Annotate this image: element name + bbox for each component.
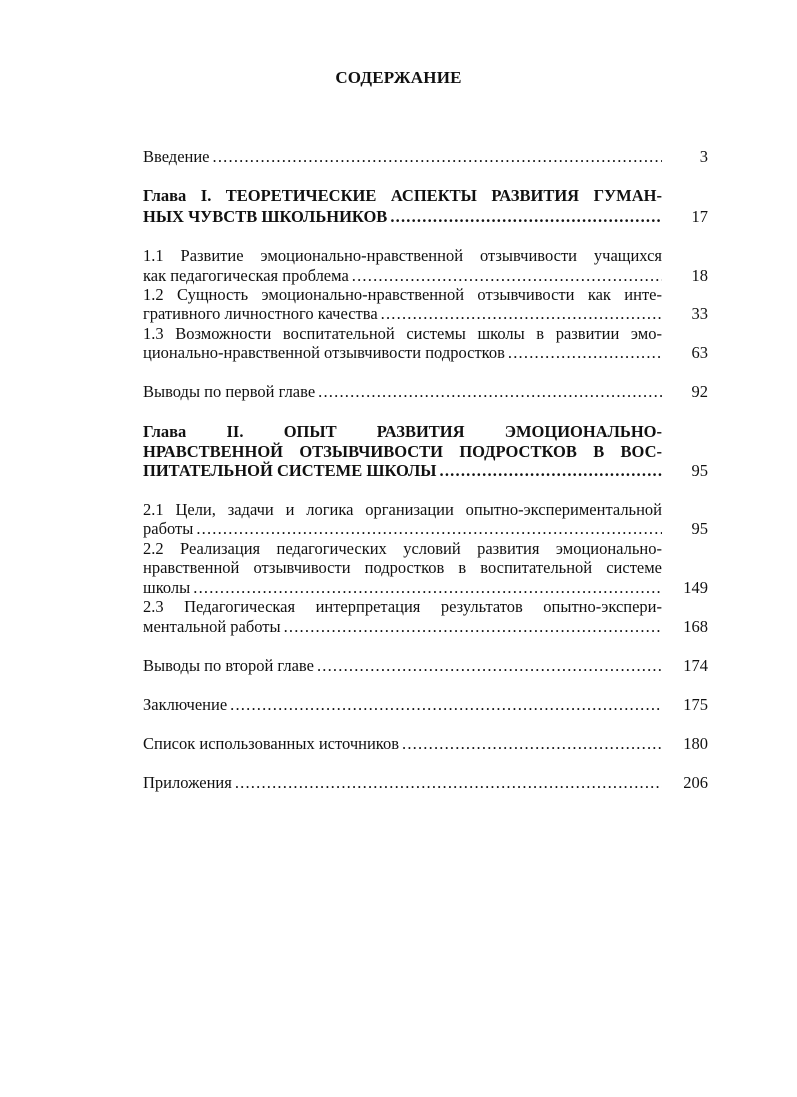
page-number: 149 bbox=[683, 578, 708, 597]
toc-entry-text: Введение bbox=[143, 147, 210, 166]
leader-dots bbox=[213, 147, 662, 167]
toc-entry-text: ционально-нравственной отзывчивости подростков bbox=[143, 343, 505, 362]
page-number: 17 bbox=[691, 207, 708, 226]
toc-chapter-1-line1[interactable]: Глава I. ТЕОРЕТИЧЕСКИЕ АСПЕКТЫ РАЗВИТИЯ ГУМАН- bbox=[143, 186, 662, 205]
toc-entry-text: НЫХ ЧУВСТВ ШКОЛЬНИКОВ bbox=[143, 207, 388, 226]
toc-entry-text: ментальной работы bbox=[143, 617, 281, 636]
toc-entry-text: Заключение bbox=[143, 695, 228, 714]
toc-entry-text: как педагогическая проблема bbox=[143, 266, 349, 285]
leader-dots bbox=[235, 773, 662, 793]
leader-dots bbox=[317, 656, 662, 676]
toc-section-2-2-line3[interactable] bbox=[143, 578, 662, 598]
toc-entry-text: Выводы по первой главе bbox=[143, 382, 316, 401]
leader-dots bbox=[440, 461, 662, 481]
toc-chapter-1-line2[interactable] bbox=[143, 207, 662, 227]
page-number: 95 bbox=[691, 461, 708, 480]
toc-section-1-1-line2[interactable] bbox=[143, 266, 662, 286]
toc-section-1-1-line1[interactable]: 1.1 Развитие эмоционально-нравственной отзывчивости учащихся bbox=[143, 246, 662, 265]
toc-section-2-2-line2[interactable]: нравственной отзывчивости подростков в воспитательной системе bbox=[143, 558, 662, 577]
leader-dots bbox=[284, 617, 662, 637]
leader-dots bbox=[352, 266, 662, 286]
toc-entry-text: гративного личностного качества bbox=[143, 304, 378, 323]
page-number: 3 bbox=[699, 147, 708, 166]
toc-entry-text: школы bbox=[143, 578, 191, 597]
leader-dots bbox=[196, 519, 662, 539]
leader-dots bbox=[193, 578, 662, 598]
toc-chapter-2-line3[interactable] bbox=[143, 461, 662, 481]
toc-entry-intro[interactable] bbox=[143, 147, 662, 167]
page-number: 174 bbox=[683, 656, 708, 675]
page-number: 168 bbox=[683, 617, 708, 636]
page-number: 175 bbox=[683, 695, 708, 714]
toc-entry-text: Приложения bbox=[143, 773, 232, 792]
toc-section-1-3-line1[interactable]: 1.3 Возможности воспитательной системы школы в развитии эмо- bbox=[143, 324, 662, 343]
toc-entry-text: ПИТАТЕЛЬНОЙ СИСТЕМЕ ШКОЛЫ bbox=[143, 461, 437, 480]
toc-entry-conclusions-2[interactable] bbox=[143, 656, 662, 676]
toc-section-1-3-line2[interactable] bbox=[143, 343, 662, 363]
toc-section-2-3-line1[interactable]: 2.3 Педагогическая интерпретация результатов опытно-экспери- bbox=[143, 597, 662, 616]
leader-dots bbox=[230, 695, 662, 715]
toc-entry-text: работы bbox=[143, 519, 194, 538]
toc-entry-text: Выводы по второй главе bbox=[143, 656, 314, 675]
leader-dots bbox=[318, 382, 662, 402]
page-number: 33 bbox=[691, 304, 708, 323]
toc-section-1-2-line1[interactable]: 1.2 Сущность эмоционально-нравственной отзывчивости как инте- bbox=[143, 285, 662, 304]
toc-section-2-2-line1[interactable]: 2.2 Реализация педагогических условий развития эмоционально- bbox=[143, 539, 662, 558]
toc-chapter-2-line1[interactable]: Глава II. ОПЫТ РАЗВИТИЯ ЭМОЦИОНАЛЬНО- bbox=[143, 422, 662, 441]
leader-dots bbox=[402, 734, 662, 754]
leader-dots bbox=[508, 343, 662, 363]
toc-entry-conclusion[interactable] bbox=[143, 695, 662, 715]
page-number: 206 bbox=[683, 773, 708, 792]
page-number: 180 bbox=[683, 734, 708, 753]
page-number: 95 bbox=[691, 519, 708, 538]
toc-section-2-1-line1[interactable]: 2.1 Цели, задачи и логика организации опытно-экспериментальной bbox=[143, 500, 662, 519]
toc-entry-references[interactable] bbox=[143, 734, 662, 754]
leader-dots bbox=[390, 207, 662, 227]
toc-entry-appendix[interactable] bbox=[143, 773, 662, 793]
toc-section-2-3-line2[interactable] bbox=[143, 617, 662, 637]
toc-entry-text: Список использованных источников bbox=[143, 734, 399, 753]
toc-title: СОДЕРЖАНИЕ bbox=[335, 68, 462, 87]
page-number: 92 bbox=[691, 382, 708, 401]
page-number: 63 bbox=[691, 343, 708, 362]
page-number: 18 bbox=[691, 266, 708, 285]
toc-section-2-1-line2[interactable] bbox=[143, 519, 662, 539]
toc-chapter-2-line2[interactable]: НРАВСТВЕННОЙ ОТЗЫВЧИВОСТИ ПОДРОСТКОВ В ВОС- bbox=[143, 442, 662, 461]
toc-section-1-2-line2[interactable] bbox=[143, 304, 662, 324]
toc-entry-conclusions-1[interactable] bbox=[143, 382, 662, 402]
leader-dots bbox=[381, 304, 662, 324]
